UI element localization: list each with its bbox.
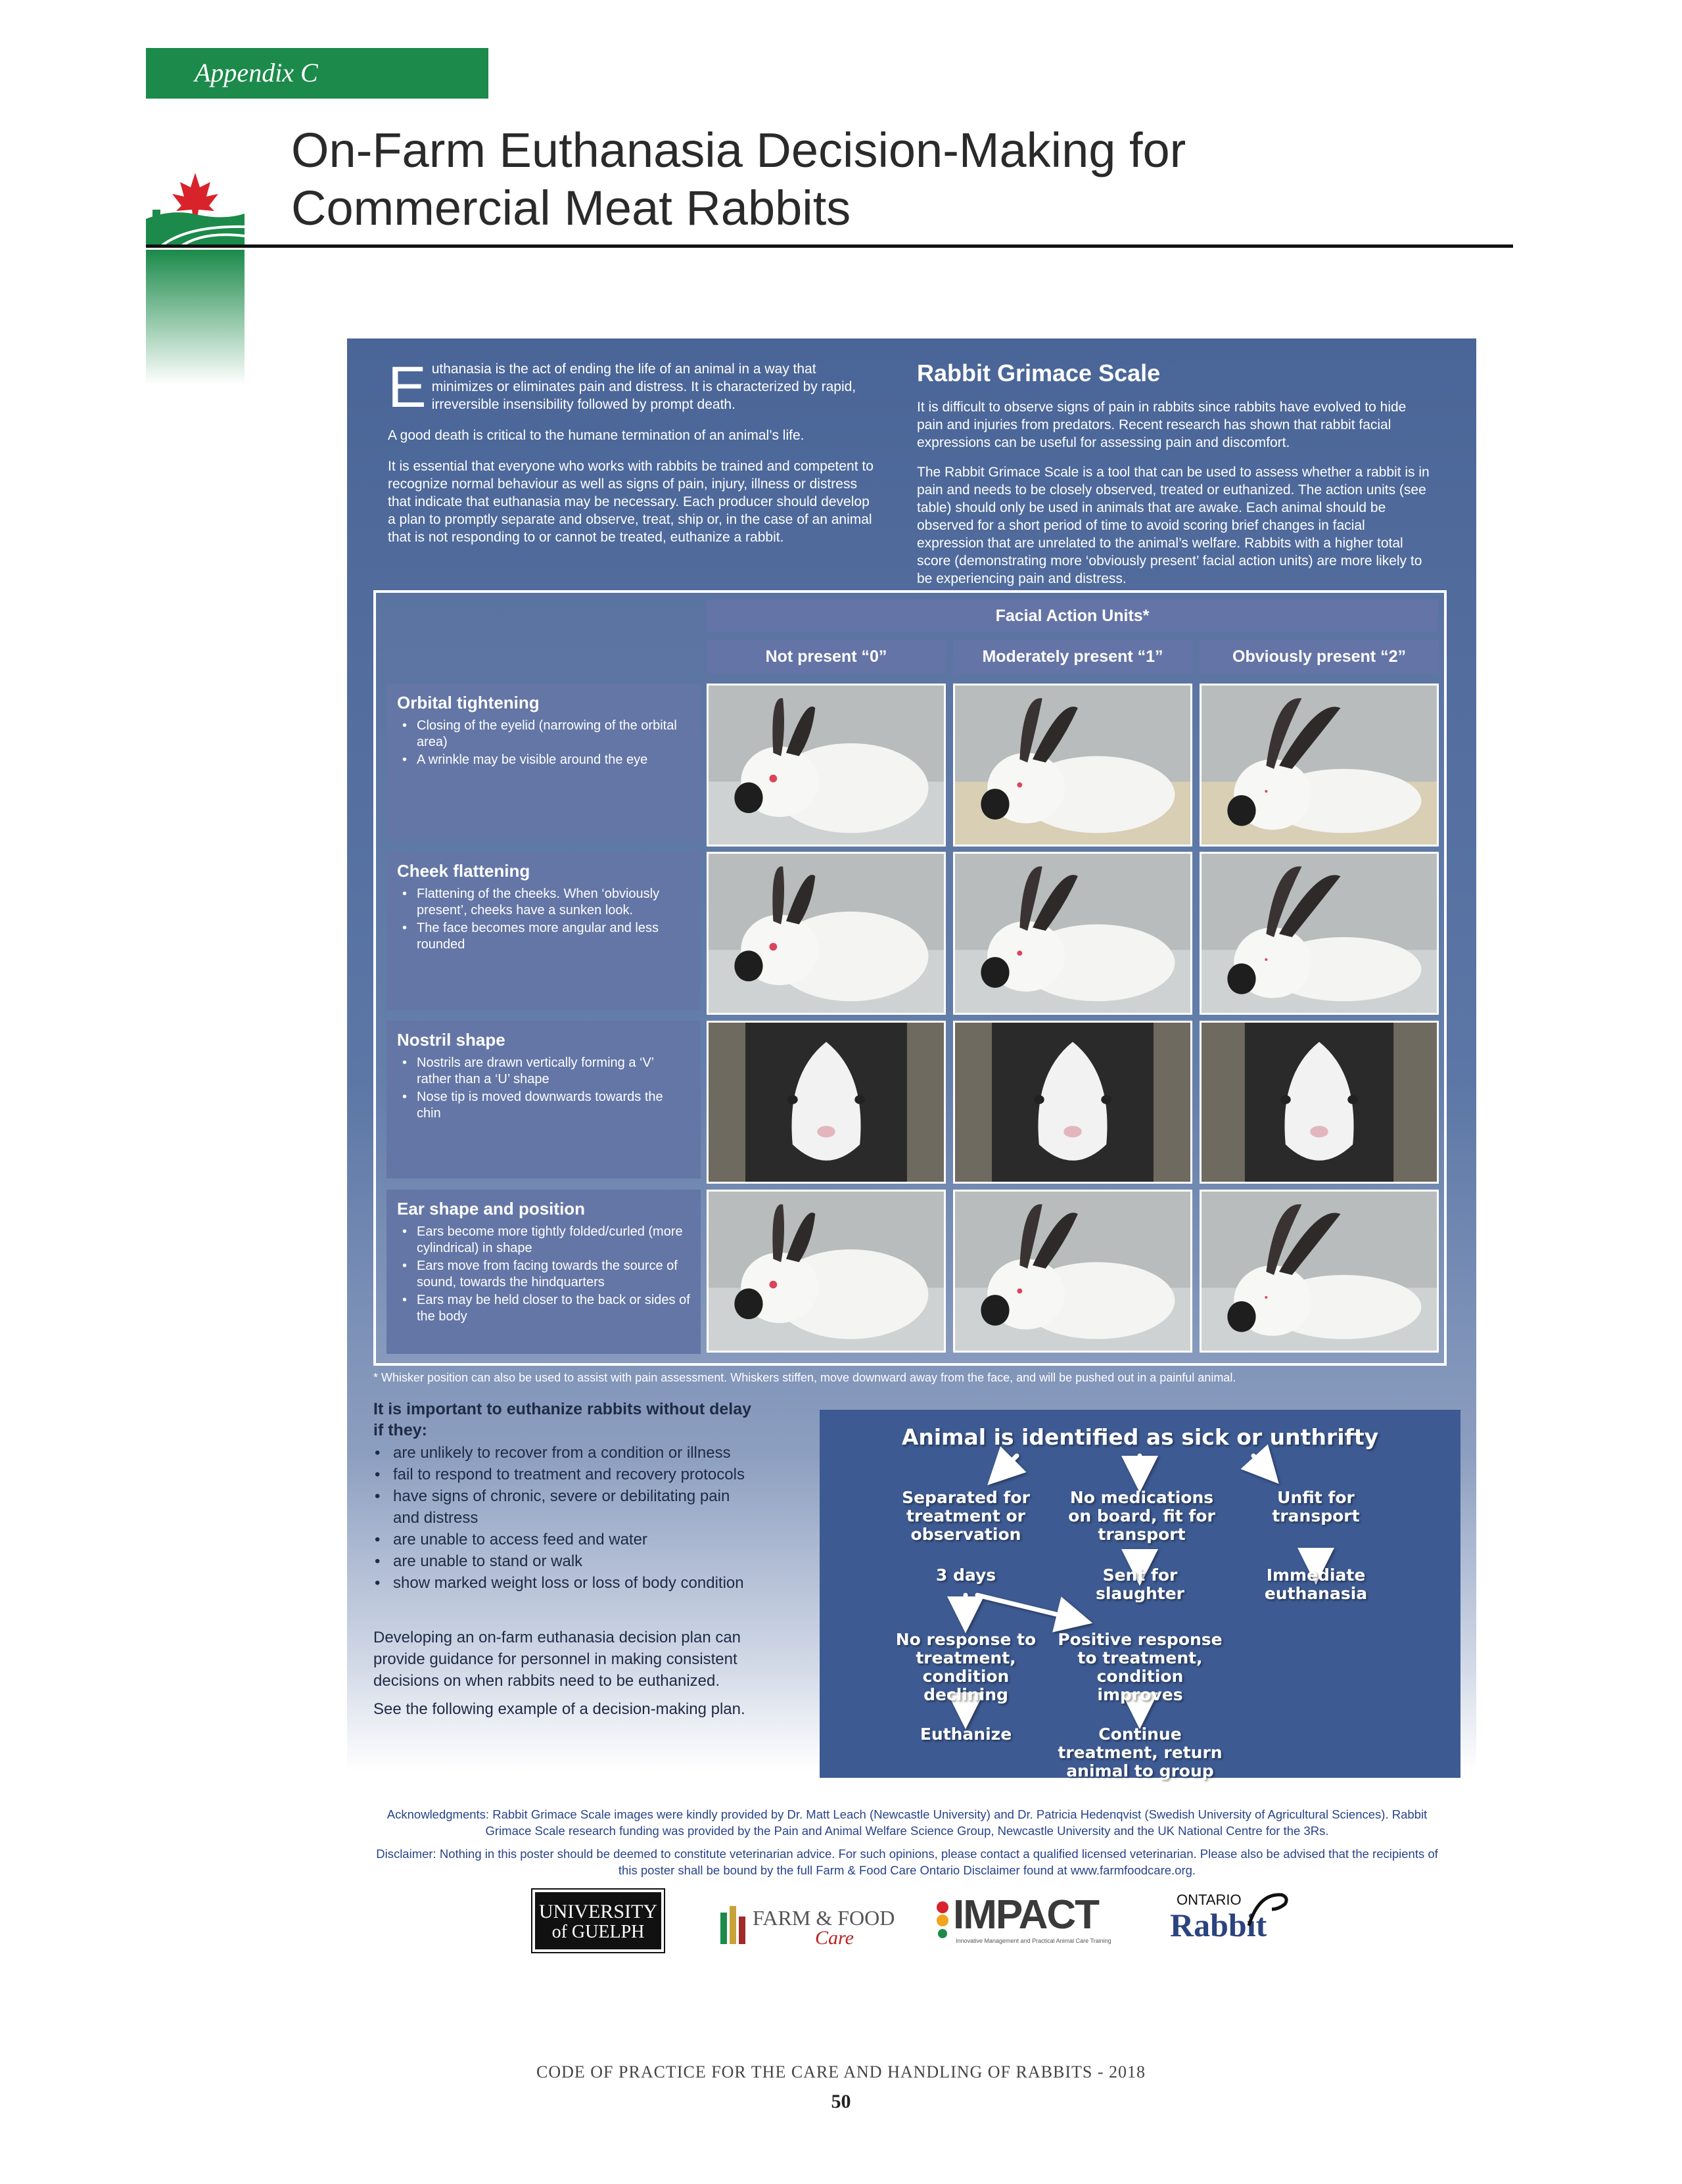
row-heading: Ear shape and position	[397, 1199, 586, 1219]
column-header-moderately-present: Moderately present “1”	[953, 640, 1192, 673]
disclaimer: Disclaimer: Nothing in this poster should be deemed to constitute veterinarian advice. For such opinions, please contact a qualified licensed veterinarian. Please also be advised that the recipients of this poster shall be bound by the full Farm & Food Care Ontario Disclaimer found at www.farmfoodcare.org.	[376, 1847, 1438, 1877]
rabbit-photo-cheek-flattening-not-present	[707, 852, 946, 1015]
rabbit-photo-nostril-shape-not-present	[707, 1021, 946, 1184]
row-bullet: • Nose tip is moved downwards towards the chin	[397, 1089, 690, 1122]
flow-euthanize: Euthanize	[920, 1725, 1012, 1744]
row-bullet: • Ears may be held closer to the back or sides of the body	[397, 1292, 690, 1325]
sponsor-logos	[526, 1886, 1315, 1959]
criteria-item: • fail to respond to treatment and recovery protocols	[373, 1464, 755, 1485]
plan-paragraph: Developing an on-farm euthanasia decision plan can provide guidance for personnel in making consistent decisions on when rabbits need to be euthanized.	[373, 1629, 741, 1690]
rabbit-photo-nostril-shape-obviously-present	[1200, 1021, 1439, 1184]
traffic-light-icon	[933, 1899, 952, 1939]
maple-leaf-farm-icon	[146, 168, 245, 248]
decision-flowchart	[820, 1410, 1460, 1778]
rabbit-photo-orbital-tightening-moderately-present	[953, 684, 1192, 847]
euthanize-criteria	[373, 1399, 755, 1720]
row-bullet: • Closing of the eyelid (narrowing of the orbital area)	[397, 718, 690, 751]
appendix-label: Appendix C	[146, 48, 488, 99]
care-text: Care	[815, 1927, 854, 1949]
intro-paragraph-3: It is essential that everyone who works with rabbits be trained and competent to recognize normal behaviour as well as signs of pain, injury, illness or distress that indicate that euthanasia may be necessary. Each producer should develop a plan to promptly separate and observe, treat, ship or, in the case of an animal that is not responding to or cannot be treated, euthanize a rabbit.	[388, 459, 874, 545]
farm-barn-icon	[716, 1899, 748, 1945]
criteria-item: • have signs of chronic, severe or debilitating pain and distress	[373, 1485, 755, 1529]
row-cheek-flattening	[386, 852, 701, 1010]
flow-immediate: Immediate euthanasia	[1264, 1566, 1368, 1603]
flow-3-days: 3 days	[935, 1566, 996, 1585]
rabbit-photo-cheek-flattening-moderately-present	[953, 852, 1192, 1015]
flow-slaughter: Sent for slaughter	[1095, 1566, 1185, 1603]
row-nostril-shape	[386, 1021, 701, 1178]
grimace-scale-section	[917, 360, 1433, 599]
row-heading: Cheek flattening	[397, 861, 530, 881]
guelph-line-1: UNIVERSITY	[539, 1901, 657, 1922]
footer-text: CODE OF PRACTICE FOR THE CARE AND HANDLING OF RABBITS - 2018	[536, 2062, 1146, 2081]
row-bullet: • Nostrils are drawn vertically forming a ‘V’ rather than a ‘U’ shape	[397, 1055, 690, 1088]
intro-paragraph-1: uthanasia is the act of ending the life of an animal in a way that minimizes or eliminates pain and distress. It is characterized by rapid, irreversible insensibility followed by prompt death.	[431, 361, 856, 412]
impact-subtitle: Innovative Management and Practical Animal Care Training	[956, 1938, 1111, 1944]
rabbit-photo-orbital-tightening-not-present	[707, 684, 946, 847]
flow-top: Animal is identified as sick or unthrifty	[901, 1424, 1379, 1450]
criteria-item: • show marked weight loss or loss of body condition	[373, 1572, 755, 1594]
dropcap: E	[388, 354, 427, 419]
row-bullet: • Ears move from facing towards the source of sound, towards the hindquarters	[397, 1258, 690, 1291]
row-heading: Nostril shape	[397, 1030, 505, 1050]
impact-logo	[933, 1892, 1124, 1951]
rabbit-photo-ear-shape-position-moderately-present	[953, 1190, 1192, 1353]
ontario-rabbit-logo	[1163, 1886, 1295, 1952]
row-bullet: • Ears become more tightly folded/curled (more cylindrical) in shape	[397, 1224, 690, 1257]
row-ear-shape-position	[386, 1190, 701, 1354]
flow-no-response: No response to treatment, condition declining	[895, 1630, 1037, 1704]
acknowledgments: Acknowledgments: Rabbit Grimace Scale images were kindly provided by Dr. Matt Leach (Newcastle University) and Dr. Patricia Hedenqvist (Swedish University of Agricultural Sciences). Rabbit Grimace Scale research funding was provided by the Pain and Animal Welfare Science Group, Newcastle University and the UK National Centre for the 3Rs.	[386, 1807, 1428, 1838]
farm-food-care-logo	[716, 1893, 914, 1952]
grimace-paragraph-1: It is difficult to observe signs of pain in rabbits since rabbits have evolved to hide pain and injuries from predators. Recent research has shown that rabbit facial expressions can be useful for assessing pain and discomfort.	[917, 400, 1407, 450]
ontario-text: ONTARIO	[1177, 1892, 1242, 1908]
grimace-scale-title: Rabbit Grimace Scale	[917, 360, 1161, 386]
rabbit-photo-orbital-tightening-obviously-present	[1200, 684, 1439, 847]
row-orbital-tightening	[386, 684, 701, 841]
column-header-not-present: Not present “0”	[707, 640, 946, 673]
flow-positive: Positive response to treatment, condition improves	[1058, 1630, 1223, 1704]
rabbit-photo-cheek-flattening-obviously-present	[1200, 852, 1439, 1015]
row-bullet: • The face becomes more angular and less rounded	[397, 920, 690, 953]
title-rule	[146, 244, 1513, 248]
rabbit-photo-ear-shape-position-obviously-present	[1200, 1190, 1439, 1353]
flow-continue: Continue treatment, return animal to group	[1058, 1725, 1223, 1780]
criteria-item: • are unable to stand or walk	[373, 1550, 755, 1572]
guelph-line-2: of GUELPH	[551, 1922, 645, 1942]
impact-text: IMPACT	[953, 1892, 1099, 1938]
criteria-item: • are unlikely to recover from a condition or illness	[373, 1442, 755, 1464]
flow-unfit: Unfit for transport	[1272, 1488, 1360, 1525]
facial-action-units-title: Facial Action Units*	[707, 599, 1438, 632]
rabbit-photo-ear-shape-position-not-present	[707, 1190, 946, 1353]
row-heading: Orbital tightening	[397, 693, 540, 712]
grimace-paragraph-2: The Rabbit Grimace Scale is a tool that can be used to assess whether a rabbit is in pain and needs to be closely observed, treated or euthanized. The action units (see table) should only be used in animals that are awake. Each animal should be observed for a short period of time to avoid scoring brief changes in facial expression that are unrelated to the animal’s welfare. Rabbits with a higher total score (demonstrating more ‘obviously present’ facial action units) are more likely to be experiencing pain and distress.	[917, 465, 1430, 586]
flow-no-medications: No medications on board, fit for transport	[1068, 1488, 1215, 1544]
rabbit-photo-nostril-shape-moderately-present	[953, 1021, 1192, 1184]
table-footnote: * Whisker position can also be used to assist with pain assessment. Whiskers stiffen, move downward away from the face, and will be pushed out in a painful animal.	[373, 1371, 1236, 1384]
acknowledgments-section	[368, 1806, 1446, 1885]
rabbit-text: Rabbit	[1170, 1907, 1267, 1943]
intro-text	[388, 354, 874, 559]
row-bullet: • A wrinkle may be visible around the eye	[397, 752, 690, 768]
title-line-2: Commercial Meat Rabbits	[291, 181, 851, 235]
euthanize-heading: It is important to euthanize rabbits without delay if they:	[373, 1400, 752, 1439]
row-bullet: • Flattening of the cheeks. When ‘obviously present’, cheeks have a sunken look.	[397, 886, 690, 919]
green-gradient-bar	[146, 250, 245, 384]
university-of-guelph-logo	[532, 1890, 664, 1952]
example-paragraph: See the following example of a decision-making plan.	[373, 1700, 745, 1718]
page-number: 50	[831, 2091, 851, 2112]
rabbit-ear-icon	[1246, 1890, 1292, 1929]
title-line-1: On-Farm Euthanasia Decision-Making for	[291, 123, 1186, 177]
farm-food-text: FARM & FOOD	[753, 1906, 895, 1930]
page-title	[291, 122, 1540, 237]
intro-paragraph-2: A good death is critical to the humane termination of an animal’s life.	[388, 428, 805, 443]
flow-separated: Separated for treatment or observation	[902, 1488, 1030, 1544]
column-header-obviously-present: Obviously present “2”	[1200, 640, 1439, 673]
criteria-item: • are unable to access feed and water	[373, 1529, 755, 1550]
